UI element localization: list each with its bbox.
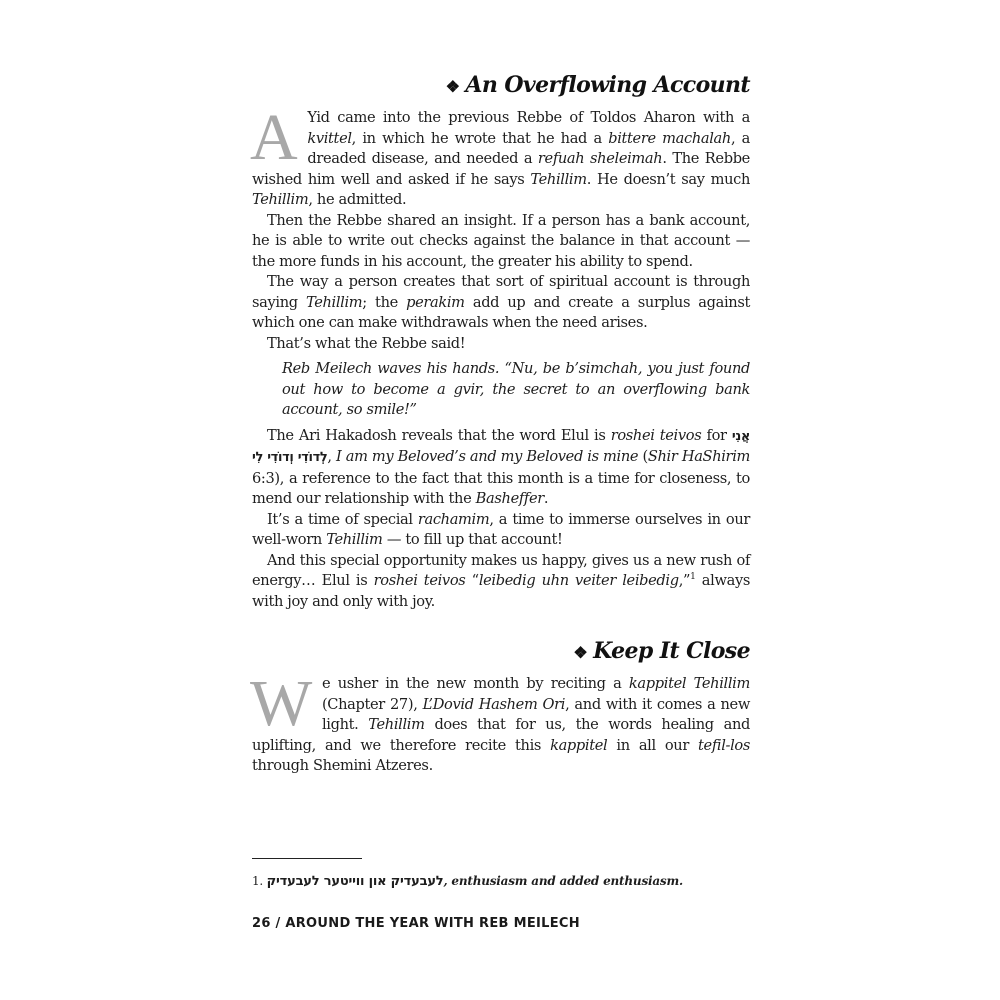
italic-text: Tehillim [305,293,363,311]
section-body [250,667,750,777]
text-run: . He doesn’t say much [586,170,751,188]
text-run: (Chapter 27), [321,695,423,713]
italic-text: kappitel [550,736,608,754]
italic-text: kappitel Tehillim [628,675,750,692]
italic-text: refuah sheleimah [537,150,663,167]
text-run: Then the Rebbe shared an insight. If a person has a bank account, he is able to write out checks against the balance in that account — the more funds in his account, the greater his ability to spend. [252,211,750,270]
diamond-ornament-icon: ❖ [573,643,588,662]
paragraph [252,426,750,510]
italic-text: leibedig uhn veiter leibedig [478,572,679,589]
italic-text: perakim [406,293,465,311]
first-paragraph [250,667,750,777]
text-run: through Shemini Atzeres. [252,757,433,774]
text-run: , a time to immerse ourselves in our well-worn [252,510,750,548]
text-run: And this special opportunity makes us happy, gives us a new rush of energy… Elul is [252,551,750,589]
italic-text: kvittel [307,129,352,147]
italic-text: L’Dovid Hashem Ori [422,695,566,713]
text-run: — to fill up that account! [382,531,563,548]
first-paragraph [250,101,751,211]
italic-text: bittere machalah [608,129,731,147]
italic-text: Tehillim [368,716,425,733]
paragraph-text [267,335,465,352]
paragraph-text [250,667,750,774]
hebrew-text: אֲנִי לְדוֹדִי וְדוֹדִי לִי [252,428,751,465]
diamond-ornament-icon: ❖ [445,77,460,96]
drop-cap: A [250,101,298,174]
text-run: ; the [362,293,407,311]
paragraph-text [252,427,750,508]
text-run: , [327,448,336,465]
text-run: The way a person creates that sort of spiritual account is through saying [252,273,750,311]
paragraph [252,334,750,355]
text-run: add up and create a surplus against which one can make withdrawals when the need arises. [252,293,750,331]
running-footer: 26 / AROUND THE YEAR WITH REB MEILECH [252,916,580,931]
text-run: “ [465,572,479,589]
paragraph [252,211,750,273]
italic-text: tefil-los [698,736,750,754]
italic-text: Tehillim [326,531,383,548]
text-run: ,” [678,572,691,589]
paragraph-text [252,552,750,610]
paragraph [252,510,750,551]
italic-text: I am my Beloved’s and my Beloved is mine [336,448,639,465]
text-run: e usher in the new month by reciting a [321,675,629,692]
paragraph-text [250,101,751,208]
italic-text: Reb Meilech waves his hands. “Nu, be b’simchah, you just found out how to become a gvir, the secret to an overflowing bank account, so smile!” [282,360,750,418]
section-heading [252,638,750,664]
text-run: ( [638,448,648,465]
text-run: in all our [607,736,699,754]
text-run: The Ari Hakadosh reveals that the word Elul is [267,426,611,444]
text-run: always with joy and only with joy. [252,572,751,610]
section-title: An Overflowing Account [465,72,750,98]
quote-text [282,360,750,418]
paragraph-text [252,511,750,549]
paragraph [252,272,750,334]
section-body [250,101,751,612]
text-run: . [543,490,549,507]
italic-text: rachamim [417,510,490,528]
text-run: for [701,426,732,444]
footnote-ref: 1 [690,572,696,582]
footnote-divider [252,858,362,859]
section-heading [252,72,750,98]
drop-cap: W [250,667,312,740]
footnote-hebrew: לעבעדיק און ווייטער לעבעדיק [266,874,444,889]
section-title: Keep It Close [593,638,750,664]
block-quote [282,359,750,421]
text-run: It’s a time of special [267,510,418,528]
paragraph-text [252,212,750,270]
text-run: , a dreaded disease, and needed a [307,129,750,167]
text-run: does that for us, the words healing and uplifting, and we therefore recite this [252,716,750,754]
paragraph [252,551,750,613]
footnote-number: 1. [252,874,267,888]
text-run: , he admitted. [308,191,407,208]
italic-text: Basheffer [475,490,544,507]
text-run: That’s what the Rebbe said! [267,334,466,352]
text-run: Yid came into the previous Rebbe of Toldos Aharon with a [307,109,750,126]
text-run: . The Rebbe wished him well and asked if he says [252,150,750,188]
paragraph-text [252,273,750,331]
book-page [252,60,750,940]
italic-text: roshei teivos [610,426,702,444]
italic-text: roshei teivos [373,572,466,589]
footnote [252,874,750,889]
italic-text: Shir HaShirim [647,448,750,465]
text-run: 6:3), a reference to the fact that this month is a time for closeness, to mend our relationship with the [252,469,750,507]
text-run: , in which he wrote that he had a [351,129,609,147]
footnote-text: , enthusiasm and added enthusiasm. [443,874,683,888]
italic-text: Tehillim [252,191,309,208]
text-run: , and with it comes a new light. [321,695,750,733]
italic-text: Tehillim [530,170,587,188]
